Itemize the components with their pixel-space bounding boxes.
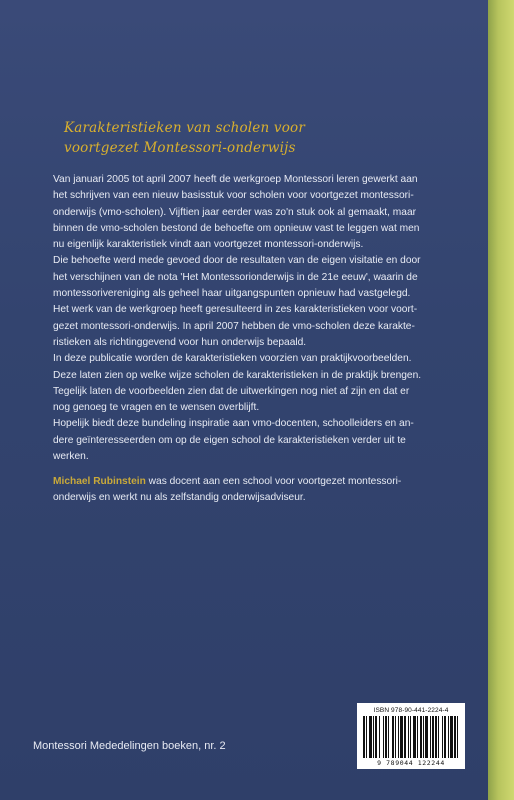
blurb-line: Tegelijk laten de voorbeelden zien dat de uitwerkingen nog niet af zijn en dat er — [53, 385, 410, 397]
barcode-bar — [423, 716, 424, 758]
blurb-line: Hopelijk biedt deze bundeling inspiratie aan vmo-docenten, schoolleiders en an- — [53, 418, 414, 430]
blurb-line: het schrijven van een nieuw basisstuk voor scholen voor voortgezet montessori- — [53, 190, 414, 202]
blurb-line: onderwijs (vmo-scholen). Vijftien jaar eerder was zo'n stuk ook al gemaakt, maar — [53, 206, 417, 218]
blurb-line: Het werk van de werkgroep heeft geresulteerd in zes karakteristieken voor voort- — [53, 304, 418, 316]
barcode-bar — [457, 716, 458, 758]
blurb-line: In deze publicatie worden de karakteristieken voorzien van praktijkvoorbeelden. — [53, 353, 412, 365]
barcode-bar — [404, 716, 406, 758]
spine-edge — [488, 0, 514, 800]
barcode-bar — [375, 716, 377, 758]
blurb-text — [53, 172, 429, 465]
blurb-line: ristieken als richtinggevend voor hun onderwijs bepaald. — [53, 336, 307, 348]
barcode-bar — [438, 716, 439, 758]
barcode-bar — [388, 716, 389, 758]
blurb-line: werken. — [53, 451, 89, 463]
barcode-bar — [442, 716, 443, 758]
blurb-line: nu eigenlijk karakteristiek vindt aan voortgezet montessori-onderwijs. — [53, 239, 364, 251]
barcode-bar — [369, 716, 372, 758]
barcode-bar — [366, 716, 367, 758]
author-bio-line-1 — [53, 474, 433, 490]
barcode-bar — [425, 716, 428, 758]
barcode-bar — [413, 716, 416, 758]
barcode-bar — [395, 716, 396, 758]
barcode-bar — [392, 716, 394, 758]
barcode-bar — [432, 716, 434, 758]
barcode-bar — [454, 716, 456, 758]
blurb-line: gezet montessori-onderwijs. In april 2007 hebben de vmo-scholen deze karakte- — [53, 320, 415, 332]
isbn-text: ISBN 978-90-441-2224-4 — [373, 707, 449, 714]
title-line-1: Karakteristieken van scholen voor — [64, 120, 306, 136]
barcode-bar — [363, 716, 365, 758]
title-line-2: voortgezet Montessori-onderwijs — [64, 140, 296, 156]
barcode-bar — [385, 716, 387, 758]
barcode-number: 9 789044 122244 — [377, 759, 445, 767]
barcode-bar — [400, 716, 403, 758]
barcode-bar — [448, 716, 449, 758]
blurb-line: nog genoeg te vragen en te wensen overblijft. — [53, 402, 260, 414]
barcode-bar — [430, 716, 431, 758]
author-bio — [53, 474, 433, 507]
blurb-line: dere geïnteresseerden om op de eigen school de karakteristieken verder uit te — [53, 434, 406, 446]
barcode-bar — [435, 716, 437, 758]
barcode-bar — [417, 716, 418, 758]
blurb-line: Van januari 2005 tot april 2007 heeft de werkgroep Montessori leren gewerkt aan — [53, 174, 418, 185]
barcode-bar — [444, 716, 446, 758]
author-bio-rest: was docent aan een school voor voortgezet montessori- — [145, 476, 402, 487]
barcode-bar — [408, 716, 409, 758]
barcode-bar — [379, 716, 380, 758]
author-name: Michael Rubinstein — [53, 476, 146, 487]
blurb-line: binnen de vmo-scholen bestond de behoefte om opnieuw vast te leggen wat men — [53, 222, 420, 234]
blurb-line: Die behoefte werd mede gevoed door de resultaten van de eigen visitatie en door — [53, 255, 421, 267]
barcode-bar — [450, 716, 453, 758]
author-bio-line-2: onderwijs en werkt nu als zelfstandig onderwijsadviseur. — [53, 492, 306, 504]
barcode-bar — [373, 716, 374, 758]
blurb-line: Deze laten zien op welke wijze scholen de karakteristieken in de praktijk brengen. — [53, 369, 422, 381]
book-title — [64, 118, 394, 158]
barcode-bar — [420, 716, 422, 758]
barcode-label — [357, 703, 465, 769]
barcode-icon — [363, 716, 459, 758]
series-label: Montessori Mededelingen boeken, nr. 2 — [33, 740, 226, 752]
barcode-bar — [398, 716, 399, 758]
barcode-bar — [383, 716, 384, 758]
barcode-bar — [410, 716, 411, 758]
blurb-line: montessorivereniging als geheel haar uitgangspunten opnieuw had vastgelegd. — [53, 288, 411, 300]
blurb-line: het verschijnen van de nota 'Het Montessorionderwijs in de 21e eeuw', waarin de — [53, 271, 418, 283]
